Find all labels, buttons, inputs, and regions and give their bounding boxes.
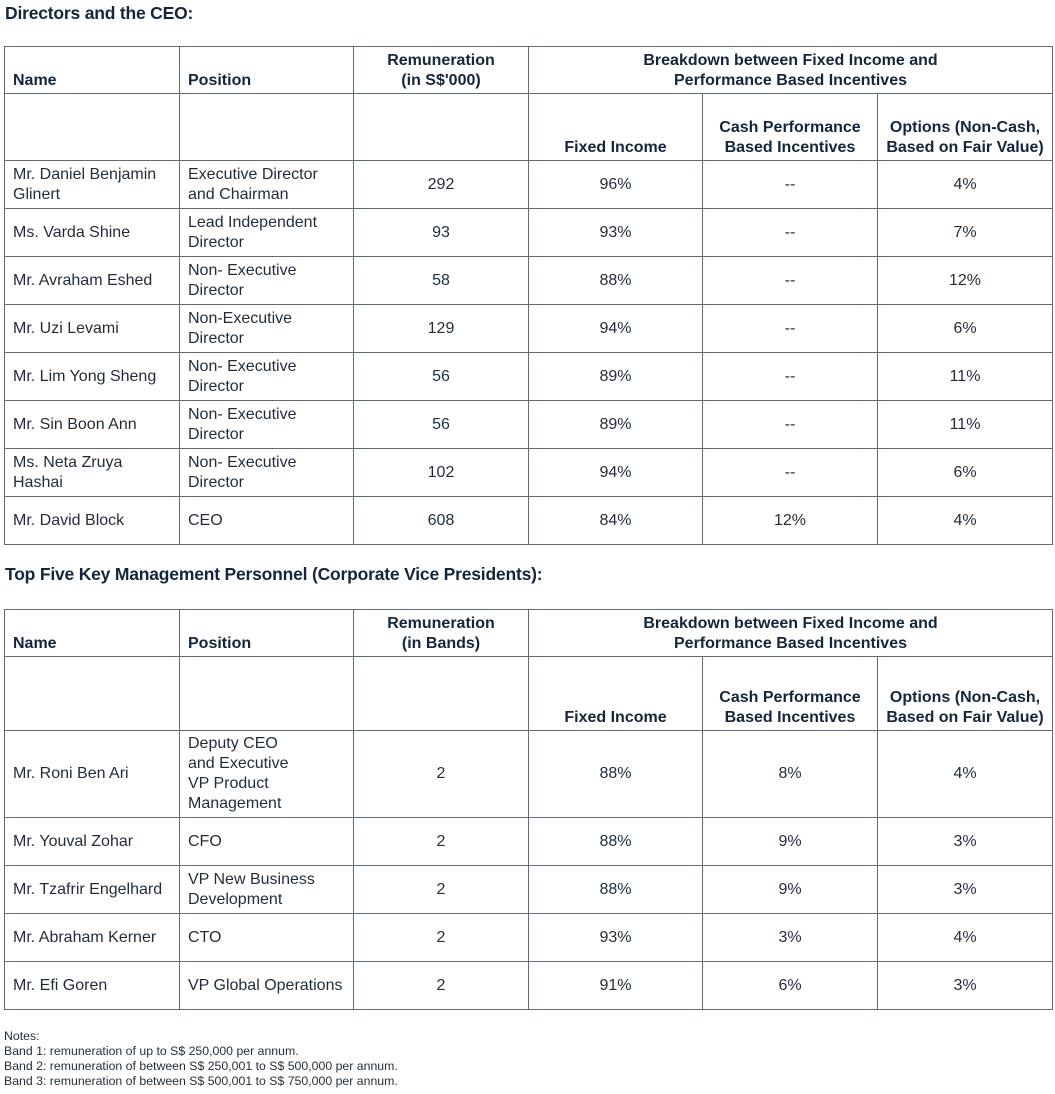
key-management-remuneration-table [4, 609, 1053, 1010]
cell-name: Mr. Efi Goren [5, 962, 180, 1010]
cell-options: 3% [878, 818, 1053, 866]
cell-position: Non- Executive Director [180, 401, 354, 449]
cell-options: 3% [878, 866, 1053, 914]
header-cash-performance: Cash Performance Based Incentives [703, 657, 878, 731]
cell-name: Mr. Uzi Levami [5, 305, 180, 353]
cell-remuneration: 2 [354, 731, 529, 818]
table-row [5, 866, 1053, 914]
cell-position: VP New Business Development [180, 866, 354, 914]
cell-cash-performance: -- [703, 353, 878, 401]
cell-cash-performance: -- [703, 161, 878, 209]
cell-remuneration: 102 [354, 449, 529, 497]
cell-position: VP Global Operations [180, 962, 354, 1010]
header-name: Name [5, 610, 180, 657]
header-position-blank [180, 94, 354, 161]
cell-cash-performance: 8% [703, 731, 878, 818]
cell-options: 6% [878, 449, 1053, 497]
cell-name: Mr. David Block [5, 497, 180, 545]
cell-options: 6% [878, 305, 1053, 353]
cell-options: 7% [878, 209, 1053, 257]
cell-name: Mr. Lim Yong Sheng [5, 353, 180, 401]
cell-remuneration: 608 [354, 497, 529, 545]
cell-fixed-income: 84% [529, 497, 703, 545]
cell-name: Ms. Varda Shine [5, 209, 180, 257]
cell-name: Mr. Avraham Eshed [5, 257, 180, 305]
header-name-blank [5, 94, 180, 161]
cell-remuneration: 292 [354, 161, 529, 209]
cell-options: 4% [878, 914, 1053, 962]
table-row [5, 353, 1053, 401]
header-position: Position [180, 47, 354, 94]
table-row [5, 449, 1053, 497]
cell-position: CEO [180, 497, 354, 545]
section-title-directors: Directors and the CEO: [5, 3, 194, 23]
cell-position: CFO [180, 818, 354, 866]
cell-remuneration: 2 [354, 818, 529, 866]
table-row [5, 731, 1053, 818]
header-options: Options (Non-Cash, Based on Fair Value) [878, 657, 1053, 731]
table-row [5, 161, 1053, 209]
cell-position: Executive Director and Chairman [180, 161, 354, 209]
cell-options: 3% [878, 962, 1053, 1010]
header-breakdown: Breakdown between Fixed Income and Performance Based Incentives [529, 47, 1053, 94]
table-row [5, 401, 1053, 449]
cell-cash-performance: -- [703, 257, 878, 305]
cell-fixed-income: 88% [529, 257, 703, 305]
cell-remuneration: 56 [354, 401, 529, 449]
header-fixed-income: Fixed Income [529, 94, 703, 161]
header-name-blank [5, 657, 180, 731]
header-remuneration-blank [354, 94, 529, 161]
cell-options: 12% [878, 257, 1053, 305]
cell-position: Non- Executive Director [180, 353, 354, 401]
cell-remuneration: 93 [354, 209, 529, 257]
notes [4, 1029, 398, 1089]
table-row [5, 257, 1053, 305]
cell-name: Mr. Abraham Kerner [5, 914, 180, 962]
note-band-1: Band 1: remuneration of up to S$ 250,000 per annum. [4, 1044, 299, 1058]
cell-cash-performance: -- [703, 449, 878, 497]
cell-position: Deputy CEO and Executive VP Product Management [180, 731, 354, 818]
header-remuneration-blank [354, 657, 529, 731]
cell-name: Mr. Sin Boon Ann [5, 401, 180, 449]
section-title-key-management: Top Five Key Management Personnel (Corporate Vice Presidents): [5, 564, 543, 584]
cell-options: 4% [878, 161, 1053, 209]
table-row [5, 962, 1053, 1010]
directors-remuneration-table [4, 46, 1053, 545]
cell-name: Ms. Neta Zruya Hashai [5, 449, 180, 497]
cell-cash-performance: 3% [703, 914, 878, 962]
header-remuneration: Remuneration (in Bands) [354, 610, 529, 657]
cell-options: 11% [878, 353, 1053, 401]
cell-cash-performance: 9% [703, 866, 878, 914]
cell-cash-performance: 12% [703, 497, 878, 545]
cell-cash-performance: -- [703, 305, 878, 353]
cell-fixed-income: 88% [529, 818, 703, 866]
cell-remuneration: 2 [354, 962, 529, 1010]
cell-options: 11% [878, 401, 1053, 449]
table-row [5, 497, 1053, 545]
table-row [5, 209, 1053, 257]
header-breakdown: Breakdown between Fixed Income and Performance Based Incentives [529, 610, 1053, 657]
cell-fixed-income: 89% [529, 353, 703, 401]
cell-fixed-income: 93% [529, 914, 703, 962]
cell-cash-performance: 6% [703, 962, 878, 1010]
cell-fixed-income: 93% [529, 209, 703, 257]
cell-fixed-income: 89% [529, 401, 703, 449]
cell-remuneration: 2 [354, 914, 529, 962]
cell-remuneration: 58 [354, 257, 529, 305]
cell-fixed-income: 94% [529, 449, 703, 497]
cell-position: CTO [180, 914, 354, 962]
cell-remuneration: 129 [354, 305, 529, 353]
table-row [5, 914, 1053, 962]
cell-position: Lead Independent Director [180, 209, 354, 257]
cell-cash-performance: -- [703, 209, 878, 257]
header-name: Name [5, 47, 180, 94]
note-band-2: Band 2: remuneration of between S$ 250,001 to S$ 500,000 per annum. [4, 1059, 398, 1073]
cell-name: Mr. Roni Ben Ari [5, 731, 180, 818]
cell-fixed-income: 96% [529, 161, 703, 209]
cell-name: Mr. Youval Zohar [5, 818, 180, 866]
header-cash-performance: Cash Performance Based Incentives [703, 94, 878, 161]
header-position: Position [180, 610, 354, 657]
cell-position: Non- Executive Director [180, 257, 354, 305]
table-row [5, 818, 1053, 866]
cell-name: Mr. Daniel Benjamin Glinert [5, 161, 180, 209]
cell-name: Mr. Tzafrir Engelhard [5, 866, 180, 914]
cell-options: 4% [878, 731, 1053, 818]
cell-fixed-income: 91% [529, 962, 703, 1010]
header-position-blank [180, 657, 354, 731]
cell-fixed-income: 94% [529, 305, 703, 353]
note-band-3: Band 3: remuneration of between S$ 500,001 to S$ 750,000 per annum. [4, 1074, 398, 1088]
notes-heading: Notes: [4, 1029, 40, 1043]
header-options: Options (Non-Cash, Based on Fair Value) [878, 94, 1053, 161]
cell-cash-performance: 9% [703, 818, 878, 866]
header-fixed-income: Fixed Income [529, 657, 703, 731]
cell-position: Non-Executive Director [180, 305, 354, 353]
table-row [5, 305, 1053, 353]
cell-fixed-income: 88% [529, 731, 703, 818]
cell-options: 4% [878, 497, 1053, 545]
cell-cash-performance: -- [703, 401, 878, 449]
header-remuneration: Remuneration (in S$'000) [354, 47, 529, 94]
cell-position: Non- Executive Director [180, 449, 354, 497]
cell-remuneration: 56 [354, 353, 529, 401]
cell-fixed-income: 88% [529, 866, 703, 914]
cell-remuneration: 2 [354, 866, 529, 914]
